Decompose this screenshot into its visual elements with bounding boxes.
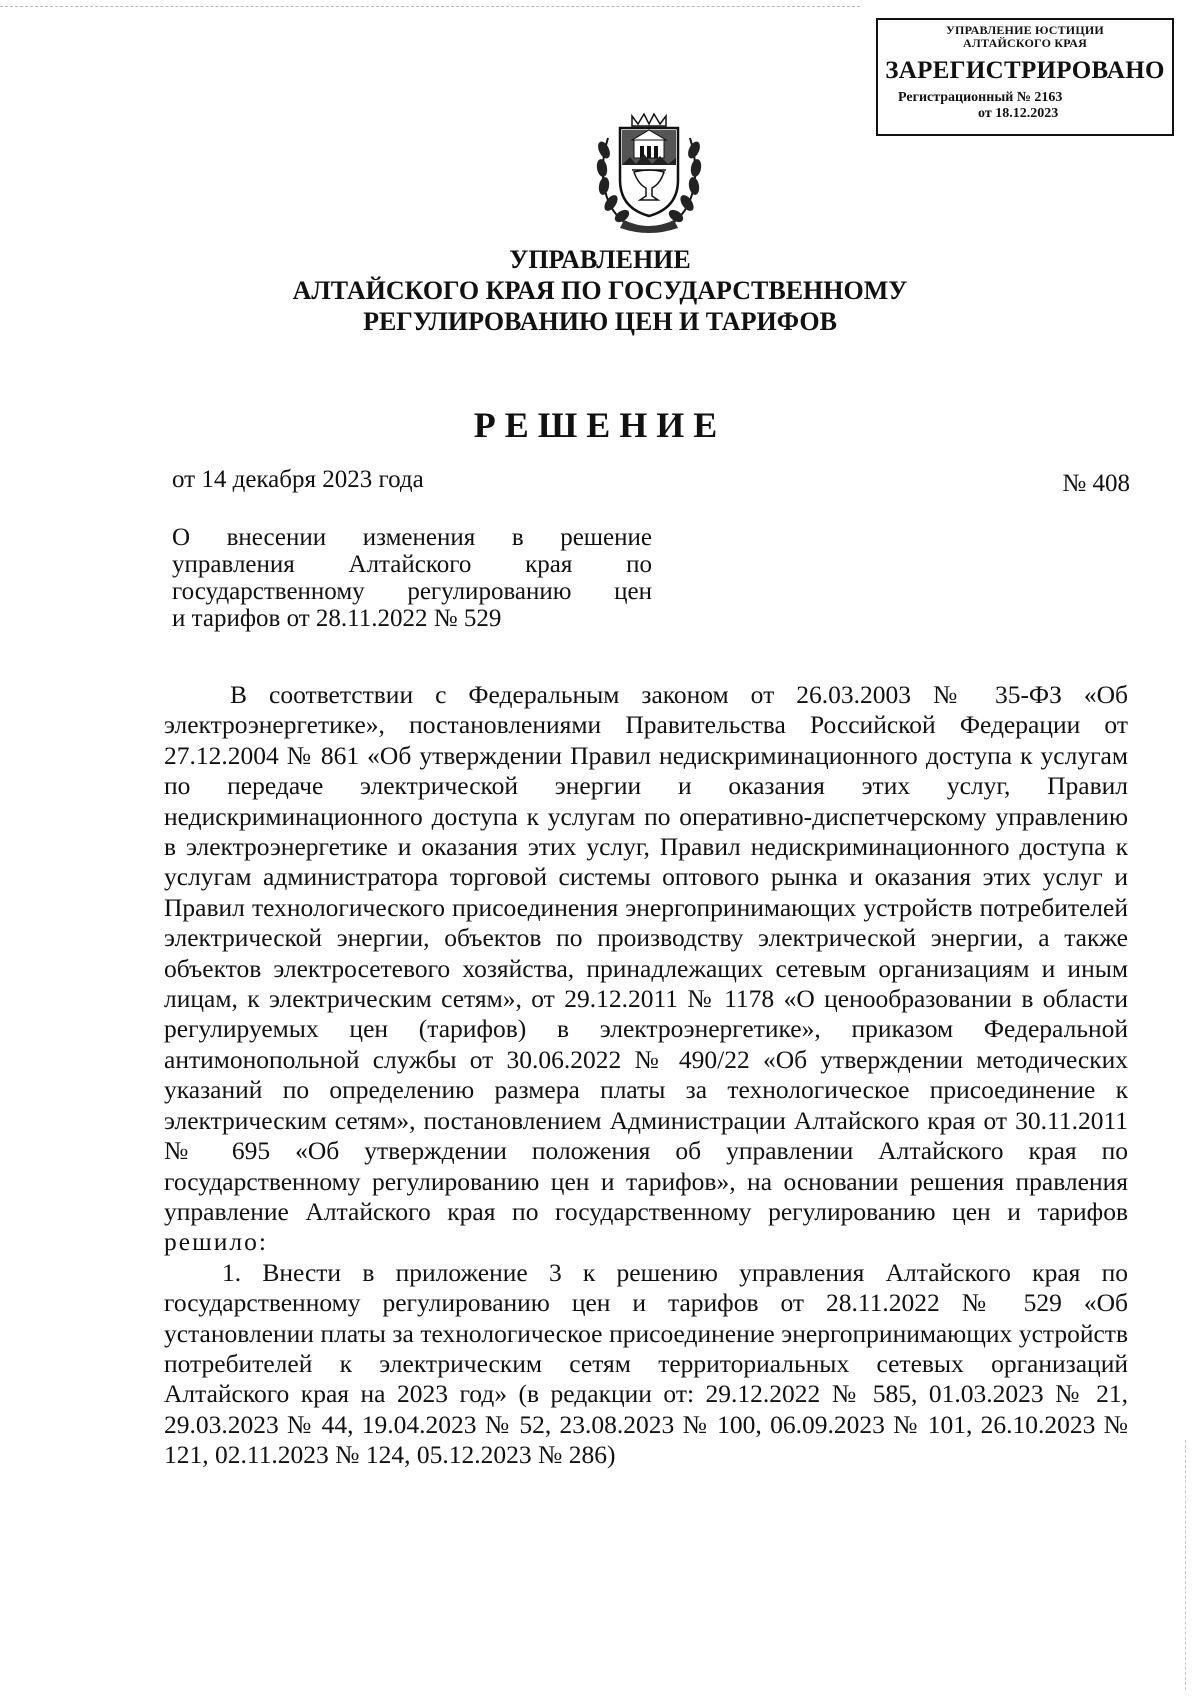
item-1-paragraph: 1. Внести в приложение 3 к решению управления Алтайского края по государственному регулированию цен и тарифов от 28.11.2022 № 529 «Об установлении платы за технологическое присоединение энергопринимающих устройств потребителей к электрическим сетям территориальных сетевых организаций Алтайского края на 2023 год» (в редакции от: 29.12.2022 № 585, 01.03.2023 № 21, 29.03.2023 № 44, 19.04.2023 № 52, 23.08.2023 № 100, 06.09.2023 № 101, 26.10.2023 № 121, 02.11.2023 № 124, 05.12.2023 № 286) (164, 1257, 1128, 1470)
authority-line: РЕГУЛИРОВАНИЮ ЦЕН И ТАРИФОВ (363, 307, 837, 336)
stamp-reg-date: от 18.12.2023 (978, 106, 1059, 121)
subject-line: государственному регулированию цен (172, 578, 652, 605)
document-number: № 408 (1062, 470, 1130, 497)
subject-line: О внесении изменения в решение (172, 524, 652, 551)
subject-line: и тарифов от 28.11.2022 № 529 (172, 605, 502, 632)
altai-krai-coat-of-arms-icon (594, 110, 704, 235)
registration-stamp (876, 18, 1174, 136)
preamble-paragraph (164, 680, 1128, 1258)
preamble-text: В соответствии с Федеральным законом от 26.03.2003 № 35-ФЗ «Об электроэнергетике», постановлениями Правительства Российской Федерации от 27.12.2004 № 861 «Об утверждении Правил недискриминационного доступа к услугам по передаче электрической энергии и оказания этих услуг, Правил недискриминационного доступа к услугам по оперативно-диспетчерскому управлению в электроэнергетике и оказания этих услуг, Правил недискриминационного доступа к услугам администратора торговой системы оптового рынка и оказания этих услуг и Правил технологического присоединения энергопринимающих устройств потребителей электрической энергии, объектов по производству электрической энергии, а также объектов электросетевого хозяйства, принадлежащих сетевым организациям и иным лицам, к электрическим сетям», от 29.12.2011 № 1178 «О ценообразовании в области регулируемых цен (тарифов) в электроэнергетике», приказом Федеральной антимонопольной службы от 30.06.2022 № 490/22 «Об утверждении методических указаний по определению размера платы за технологическое присоединение к электрическим сетям», постановлением Администрации Алтайского края от 30.11.2011 № 695 «Об утверждении положения об управлении Алтайского края по государственному регулированию цен и тарифов», на основании решения правления управление Алтайского края по государственному регулированию цен и тарифов (164, 680, 1128, 1226)
stamp-org-line: АЛТАЙСКОГО КРАЯ (963, 36, 1087, 50)
stamp-reg-number: Регистрационный № 2163 (898, 90, 1063, 105)
authority-line: АЛТАЙСКОГО КРАЯ ПО ГОСУДАРСТВЕННОМУ (292, 276, 908, 305)
authority-line: УПРАВЛЕНИЕ (509, 245, 691, 274)
document-subject (172, 524, 652, 632)
scan-edge-line (1185, 1440, 1186, 1690)
document-date: от 14 декабря 2023 года (172, 466, 424, 493)
stamp-status: ЗАРЕГИСТРИРОВАНО (885, 57, 1165, 84)
stamp-org-line: УПРАВЛЕНИЕ ЮСТИЦИИ (946, 23, 1104, 37)
document-body (164, 680, 1128, 1471)
issuing-authority (0, 244, 1200, 337)
decided-word: решило: (164, 1227, 268, 1257)
subject-line: управления Алтайского края по (172, 551, 652, 578)
document-type: РЕШЕНИЕ (473, 405, 727, 445)
scan-edge-line (0, 6, 860, 7)
